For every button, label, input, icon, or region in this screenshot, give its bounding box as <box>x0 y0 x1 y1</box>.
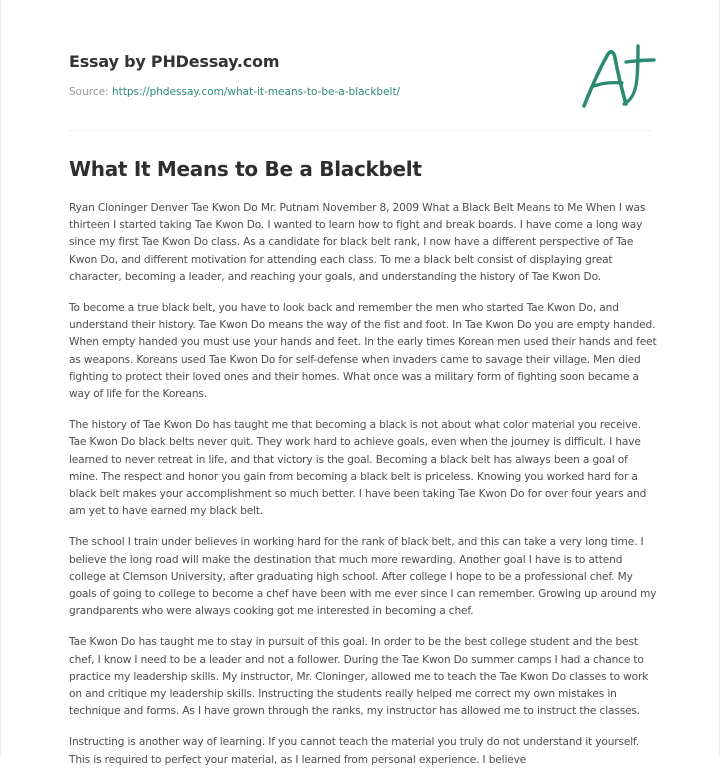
source-label: Source: <box>69 86 112 98</box>
essay-body <box>69 200 659 783</box>
paragraph: The history of Tae Kwon Do has taught me that becoming a black is not about what color material you receive. Tae Kwon Do black belts never quit. They work hard to achieve goals, even when the journey is difficult. I have learned to never retreat in life, and that victory is the goal. Becoming a black belt has always been a goal of mine. The respect and honor you gain from becoming a black belt is priceless. Knowing you worked hard for a black belt makes your accomplishment so much better. I have been taking Tae Kwon Do for over four years and am yet to have earned my black belt. <box>69 419 647 518</box>
paragraph: Tae Kwon Do has taught me to stay in pursuit of this goal. In order to be the best college student and the best chef, I know I need to be a leader and not a follower. During the Tae Kwon Do summer camps I had a chance to practice my leadership skills. My instructor, Mr. Cloninger, allowed me to teach the Tae Kwon Do classes to work on and critique my leadership skills. Instructing the students really helped me correct my own mistakes in technique and forms. As I have grown through the ranks, my instructor has allowed me to instruct the classes. <box>69 636 649 718</box>
source-line <box>69 86 400 98</box>
source-link[interactable]: https://phdessay.com/what-it-means-to-be-a-blackbelt/ <box>111 86 401 98</box>
a-plus-logo-icon <box>578 38 660 118</box>
paragraph: Ryan Cloninger Denver Tae Kwon Do Mr. Putnam November 8, 2009 What a Black Belt Means to Me When I was thirteen I started taking Tae Kwon Do. I wanted to learn how to fight and break boards. I have come a long way since my first Tae Kwon Do class. As a candidate for black belt rank, I now have a different perspective of Tae Kwon Do, and different motivation for attending each class. To me a black belt consist of displaying great character, becoming a leader, and reaching your goals, and understanding the history of Tae Kwon Do. <box>69 202 646 283</box>
header-title: Essay by PHDessay.com <box>69 52 280 71</box>
header-divider <box>69 130 651 131</box>
page-title: What It Means to Be a Blackbelt <box>69 157 422 181</box>
paragraph: To become a true black belt, you have to look back and remember the men who started Tae Kwon Do, and understand their history. Tae Kwon Do means the way of the fist and foot. In Tae Kwon Do you are empty handed. When empty handed you must use your hands and feet. In the early times Korean men used their hands and feet as weapons. Koreans used Tae Kwon Do for self-defense when invaders came to savage their village. Men died fighting to protect their loved ones and their homes. What once was a military form of fighting soon became a way of life for the Koreans. <box>69 302 657 401</box>
paragraph: The school I train under believes in working hard for the rank of black belt, and this can take a very long time. I believe the long road will make the destination that much more rewarding. Another goal I have is to attend college at Clemson University, after graduating high school. After college I hope to be a professional chef. My goals of going to college to become a chef have been with me ever since I can remember. Growing up around my grandparents who were always cooking got me interested in becoming a chef. <box>69 536 657 618</box>
paragraph: Instructing is another way of learning. If you cannot teach the material you truly do not understand it yourself. This is required to perfect your material, as I learned from personal experience. I believe <box>69 736 640 766</box>
